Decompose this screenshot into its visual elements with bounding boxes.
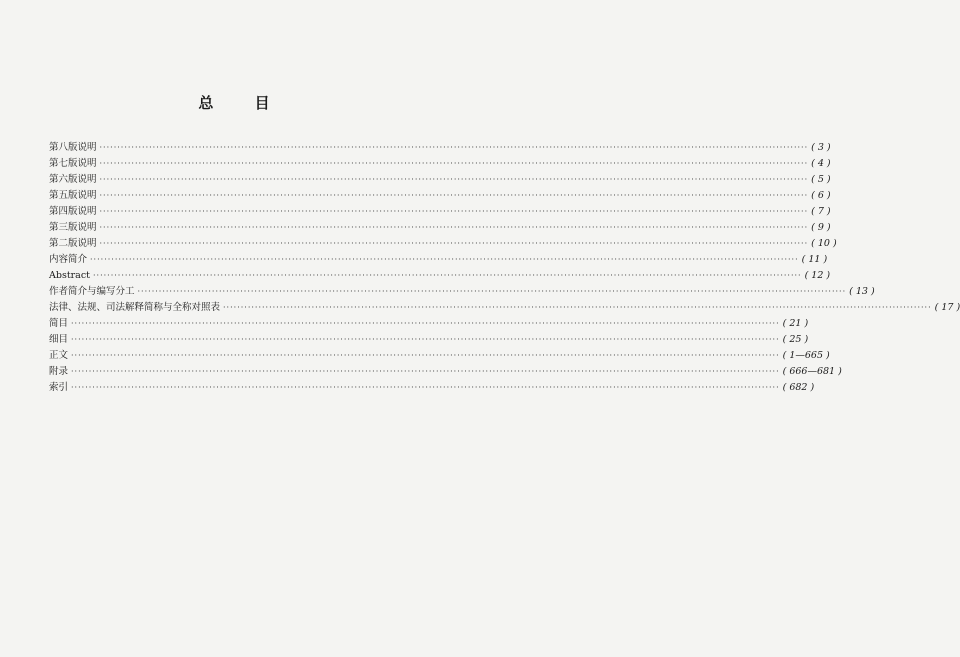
toc-entry-page: ( 9 ) [811, 222, 831, 233]
toc-entry-page: ( 1—665 ) [782, 350, 830, 361]
toc-entry-label: 第三版说明 [49, 222, 97, 233]
toc-entry-label: 作者简介与编写分工 [49, 286, 135, 297]
toc-entry-label: 细目 [49, 334, 69, 345]
toc-dot-leader: ········································································································································································································ [71, 367, 780, 376]
toc-dot-leader: ········································································································································································································ [71, 319, 780, 328]
toc-entry-page: ( 21 ) [782, 318, 809, 329]
page-title [0, 92, 468, 113]
toc-entry[interactable] [49, 204, 831, 220]
toc-entry-label: 索引 [49, 382, 69, 393]
toc-entry-page: ( 25 ) [782, 334, 809, 345]
toc-entry-label: 第六版说明 [49, 174, 97, 185]
toc-entry[interactable] [49, 172, 831, 188]
toc-entry-label: 正文 [49, 350, 69, 361]
toc-dot-leader: ········································································································································································································ [90, 255, 799, 264]
toc-entry-page: ( 5 ) [811, 174, 831, 185]
toc-entry[interactable] [49, 284, 875, 300]
toc-entry-label: 内容简介 [49, 254, 88, 265]
toc-entry-label: 第二版说明 [49, 238, 97, 249]
toc-entry[interactable] [49, 140, 831, 156]
toc-entry-label: Abstract [49, 270, 90, 281]
toc-dot-leader: ········································································································································································································ [99, 175, 809, 184]
toc-entry-label: 法律、法规、司法解释简称与全称对照表 [49, 302, 221, 313]
toc-dot-leader: ········································································································································································································ [99, 143, 809, 152]
toc-entry-label: 第八版说明 [49, 142, 97, 153]
toc-dot-leader: ········································································································································································································ [99, 239, 809, 248]
toc-entry-page: ( 11 ) [801, 254, 828, 265]
toc-entry[interactable] [49, 364, 842, 380]
toc-entry[interactable] [49, 348, 830, 364]
toc-entry-page: ( 4 ) [811, 158, 831, 169]
toc-entry[interactable] [49, 332, 809, 348]
toc-dot-leader: ········································································································································································································ [71, 383, 780, 392]
title-part-1: 总 [198, 94, 214, 112]
toc-entry[interactable] [49, 188, 831, 204]
toc-entry[interactable] [49, 300, 960, 316]
title-part-2: 目 [254, 94, 270, 112]
toc-entry-page: ( 682 ) [782, 382, 815, 393]
toc-entry[interactable] [49, 316, 809, 332]
toc-entry-page: ( 666—681 ) [782, 366, 842, 377]
toc-dot-leader: ········································································································································································································ [71, 335, 780, 344]
toc-entry-label: 附录 [49, 366, 69, 377]
toc-entry[interactable] [49, 236, 837, 252]
toc-dot-leader: ········································································································································································································ [99, 191, 809, 200]
toc-entry-page: ( 3 ) [811, 142, 831, 153]
toc-entry-page: ( 10 ) [811, 238, 837, 249]
toc-entry-page: ( 17 ) [934, 302, 960, 313]
toc-entry[interactable] [49, 156, 831, 172]
toc-dot-leader: ········································································································································································································ [99, 207, 809, 216]
toc-entry-page: ( 13 ) [849, 286, 875, 297]
toc-entry-page: ( 6 ) [811, 190, 831, 201]
toc-entry[interactable] [49, 268, 831, 284]
toc-dot-leader: ········································································································································································································ [137, 287, 847, 296]
toc-entry[interactable] [49, 220, 831, 236]
toc-dot-leader: ········································································································································································································ [99, 223, 809, 232]
toc-entry-label: 第四版说明 [49, 206, 97, 217]
toc-entry-label: 第五版说明 [49, 190, 97, 201]
toc-dot-leader: ········································································································································································································ [92, 271, 802, 280]
toc-dot-leader: ········································································································································································································ [71, 351, 780, 360]
toc-entry[interactable] [49, 380, 815, 396]
toc-entry-label: 第七版说明 [49, 158, 97, 169]
toc-dot-leader: ········································································································································································································ [223, 303, 932, 312]
toc-entry-page: ( 7 ) [811, 206, 831, 217]
toc-entry-page: ( 12 ) [804, 270, 831, 281]
toc-dot-leader: ········································································································································································································ [99, 159, 809, 168]
toc-entry[interactable] [49, 252, 828, 268]
table-of-contents [49, 140, 960, 396]
toc-entry-label: 简目 [49, 318, 69, 329]
